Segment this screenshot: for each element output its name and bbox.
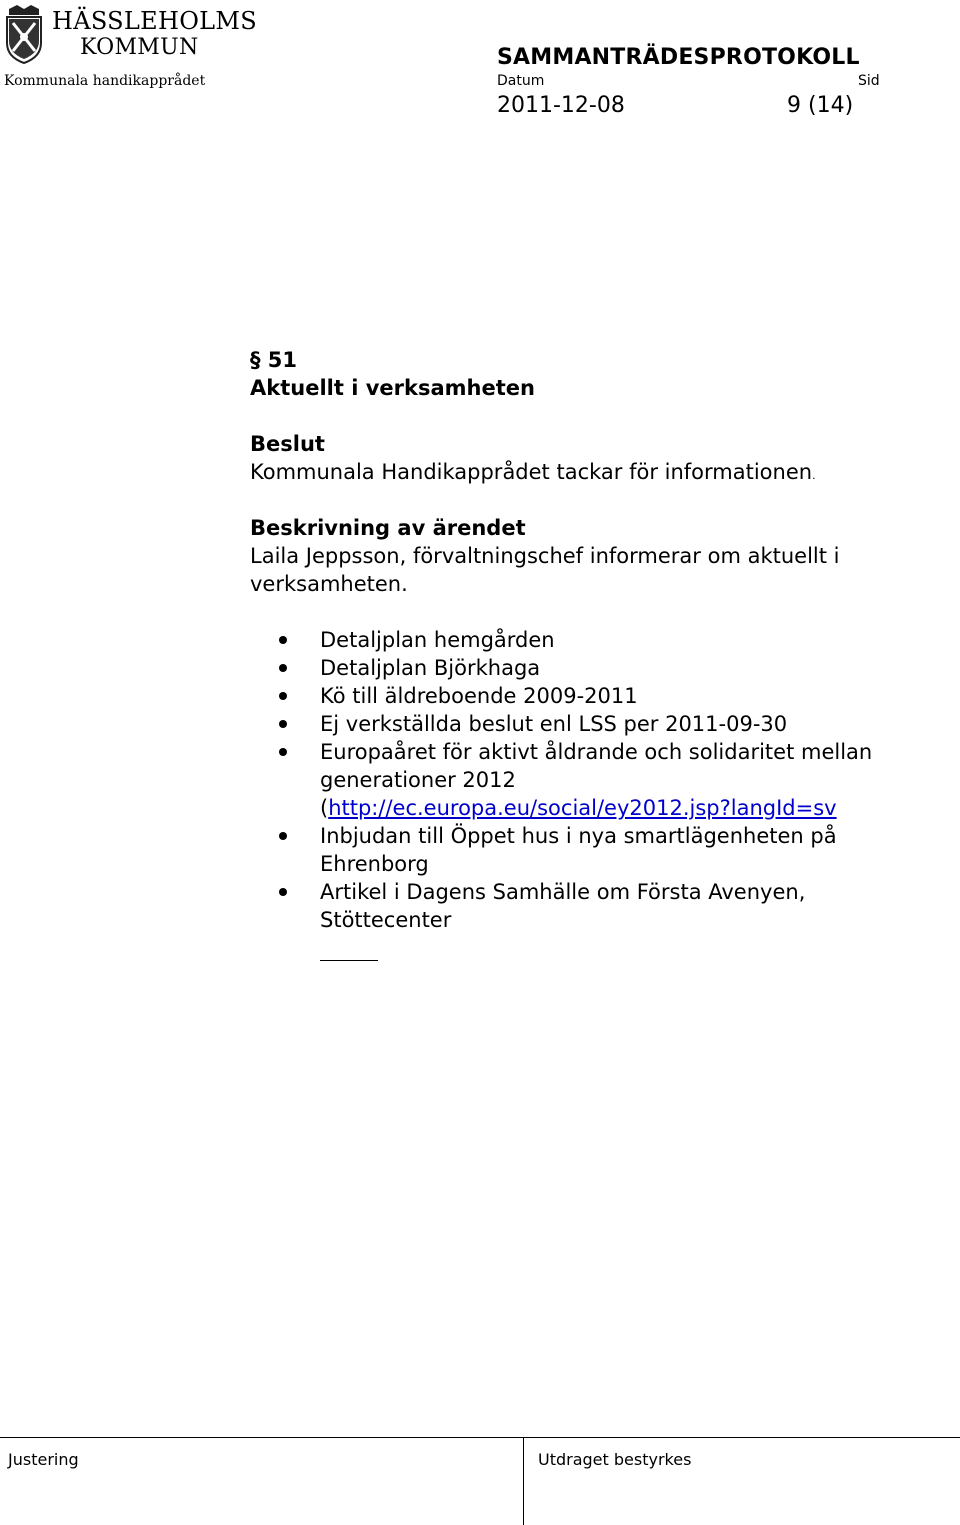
list-item-text: Europaåret för aktivt åldrande och solidaritet mellan generationer 2012 (320, 740, 873, 792)
end-rule (320, 960, 378, 961)
list-item-text: Detaljplan hemgården (320, 628, 555, 652)
coat-of-arms-icon (3, 3, 45, 65)
footer-divider (523, 1437, 524, 1525)
bullet-icon (279, 720, 287, 728)
decision-text (250, 458, 816, 490)
organization-name: HÄSSLEHOLMS (52, 7, 258, 35)
list-item (250, 822, 940, 878)
footer-rule-right (523, 1437, 960, 1438)
list-item-text: Kö till äldreboende 2009-2011 (320, 684, 638, 708)
decision-heading: Beslut (250, 432, 325, 456)
organization-name-line2: KOMMUN (80, 35, 199, 60)
decision-text-main: Kommunala Handikapprådet tackar för informationen (250, 460, 813, 484)
bullet-icon (279, 748, 287, 756)
footer-justering: Justering (8, 1450, 79, 1469)
list-item-text: Artikel i Dagens Samhälle om Första Avenyen, Stöttecenter (320, 880, 806, 932)
bullet-icon (279, 832, 287, 840)
document-date: 2011-12-08 (497, 93, 625, 118)
list-item-text: Ej verkställda beslut enl LSS per 2011-09-30 (320, 712, 788, 736)
page-label: Sid (858, 73, 880, 89)
date-label: Datum (497, 73, 545, 89)
footer-rule-left (0, 1437, 523, 1438)
list-item (250, 626, 940, 654)
list-item (250, 682, 940, 710)
footer-utdraget: Utdraget bestyrkes (538, 1450, 692, 1469)
description-text: Laila Jeppsson, förvaltningschef informerar om aktuellt i verksamheten. (250, 544, 840, 596)
list-item-text: Inbjudan till Öppet hus i nya smartlägenheten på Ehrenborg (320, 824, 837, 876)
decision-punct: . (812, 469, 816, 482)
bullet-icon (279, 692, 287, 700)
bullet-icon (279, 636, 287, 644)
document-title: SAMMANTRÄDESPROTOKOLL (497, 45, 860, 70)
bullet-icon (279, 664, 287, 672)
link-open-paren: ( (320, 796, 329, 820)
description-heading: Beskrivning av ärendet (250, 516, 526, 540)
list-item (250, 710, 940, 738)
page-number: 9 (14) (787, 93, 854, 118)
committee-name: Kommunala handikapprådet (4, 73, 206, 89)
list-item-text: Detaljplan Björkhaga (320, 656, 541, 680)
information-list (250, 626, 940, 934)
list-item (250, 738, 940, 822)
list-item (250, 654, 940, 682)
bullet-icon (279, 888, 287, 896)
ey2012-link[interactable]: http://ec.europa.eu/social/ey2012.jsp?langId=sv (328, 796, 837, 820)
section-title: Aktuellt i verksamheten (250, 376, 535, 400)
list-item (250, 878, 940, 934)
paragraph-number: § 51 (250, 348, 298, 372)
